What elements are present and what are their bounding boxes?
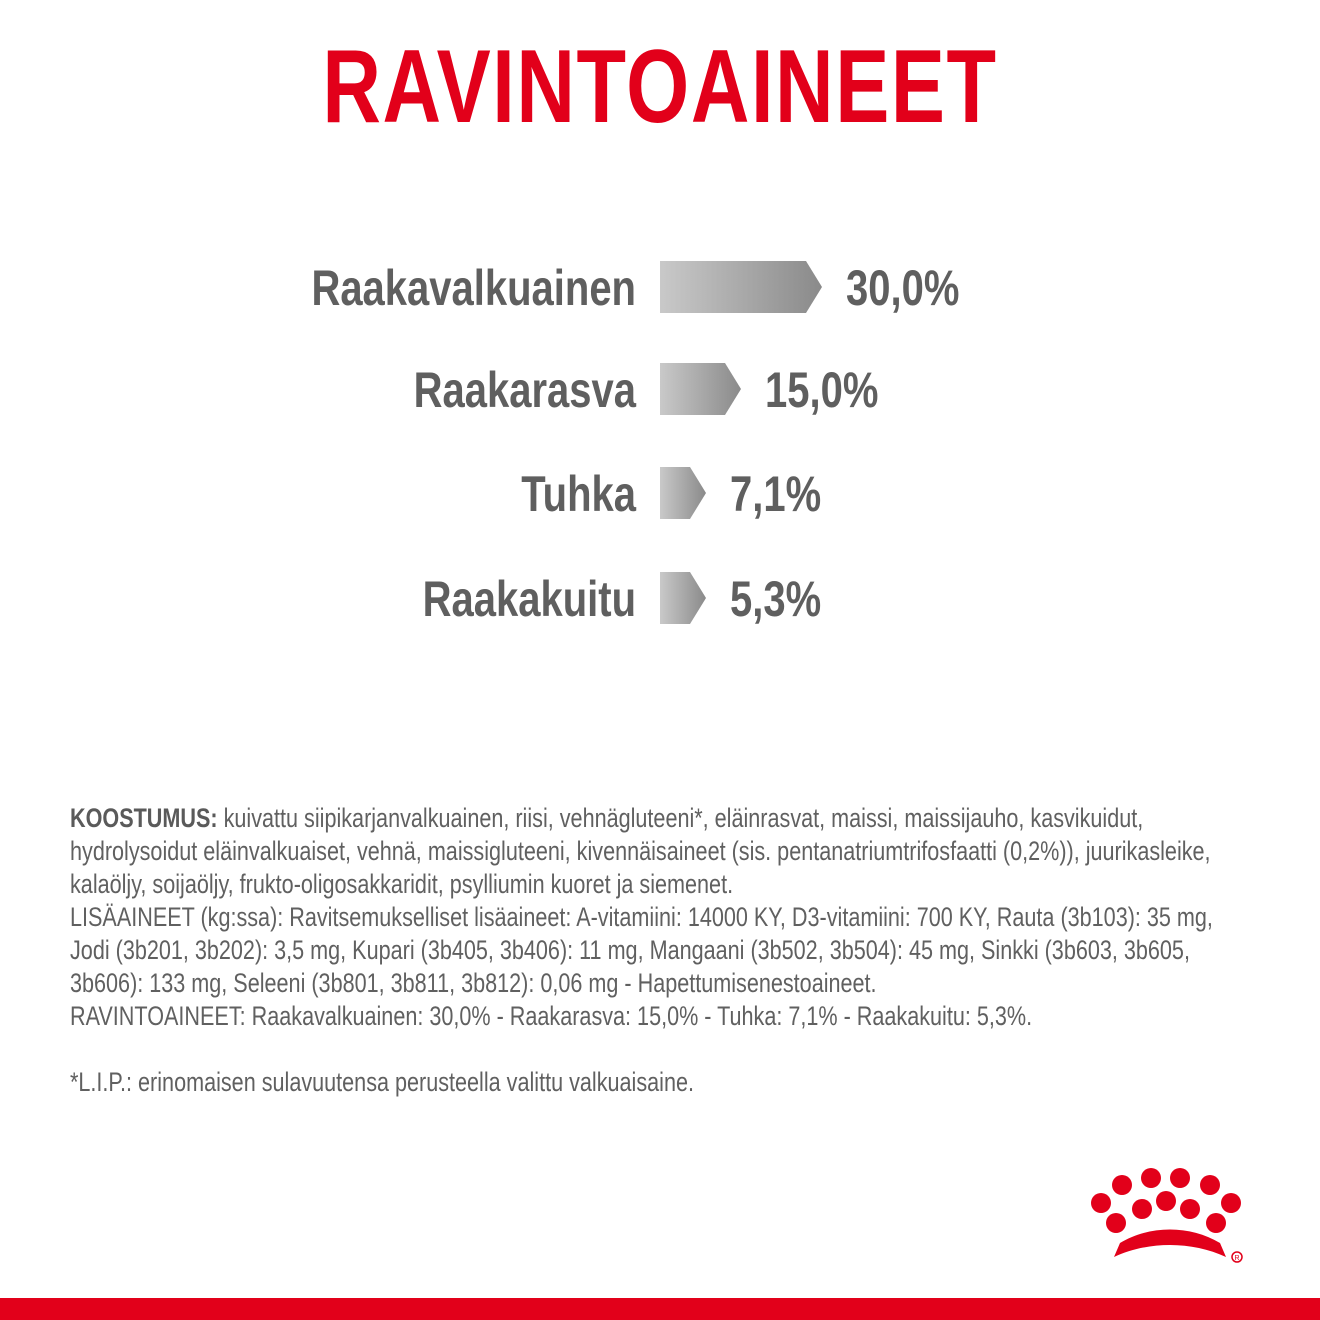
composition-block [70, 802, 1260, 1099]
crown-icon [1080, 1165, 1260, 1270]
value-label: 7,1% [730, 465, 822, 523]
category-label: Raakavalkuainen [311, 259, 636, 317]
bottom-bar [0, 1298, 1320, 1320]
value-label: 15,0% [765, 361, 879, 419]
value-label: 30,0% [846, 259, 960, 317]
composition-text [70, 802, 1254, 901]
bar [660, 363, 741, 415]
page-title: RAVINTOAINEET [322, 29, 998, 145]
nutrients-text: RAVINTOAINEET: Raakavalkuainen: 30,0% - Raakarasva: 15,0% - Tuhka: 7,1% - Raakakuitu: 5,3%. [70, 1001, 1033, 1031]
bar [660, 572, 706, 624]
category-label: Raakarasva [413, 361, 636, 419]
svg-text:R: R [1234, 1255, 1240, 1262]
category-label: Raakakuitu [422, 570, 636, 628]
category-label: Tuhka [521, 465, 636, 523]
value-label: 5,3% [730, 570, 822, 628]
bar [660, 261, 822, 313]
composition-ingredients: kuivattu siipikarjanvalkuainen, riisi, vehnägluteeni*, eläinrasvat, maissi, maissijauho, kasvikuidut, hydrolysoidut eläinvalkuaiset, vehnä, maissigluteeni, kivennäisaineet (sis. pentanatriumtrifosfaatti (0,2%)), juurikasleike, kalaöljy, soijaöljy, frukto-oligosakkaridit, psylliumin kuoret ja siemenet. [70, 803, 1211, 899]
composition-heading: KOOSTUMUS: [70, 803, 218, 833]
additives-text: LISÄAINEET (kg:ssa): Ravitsemukselliset lisäaineet: A-vitamiini: 14000 KY, D3-vitamiini: 700 KY, Rauta (3b103): 35 mg, Jodi (3b201, 3b202): 3,5 mg, Kupari (3b405, 3b406): 11 mg, Mangaani (3b502, 3b504): 45 mg, Sinkki (3b603, 3b605, 3b606): 133 mg, Seleeni (3b801, 3b811, 3b812): 0,06 mg - Hapettumisenestoaineet. [70, 902, 1213, 998]
bar [660, 467, 706, 519]
footnote: *L.I.P.: erinomaisen sulavuutensa perusteella valittu valkuaisaine. [70, 1067, 694, 1097]
